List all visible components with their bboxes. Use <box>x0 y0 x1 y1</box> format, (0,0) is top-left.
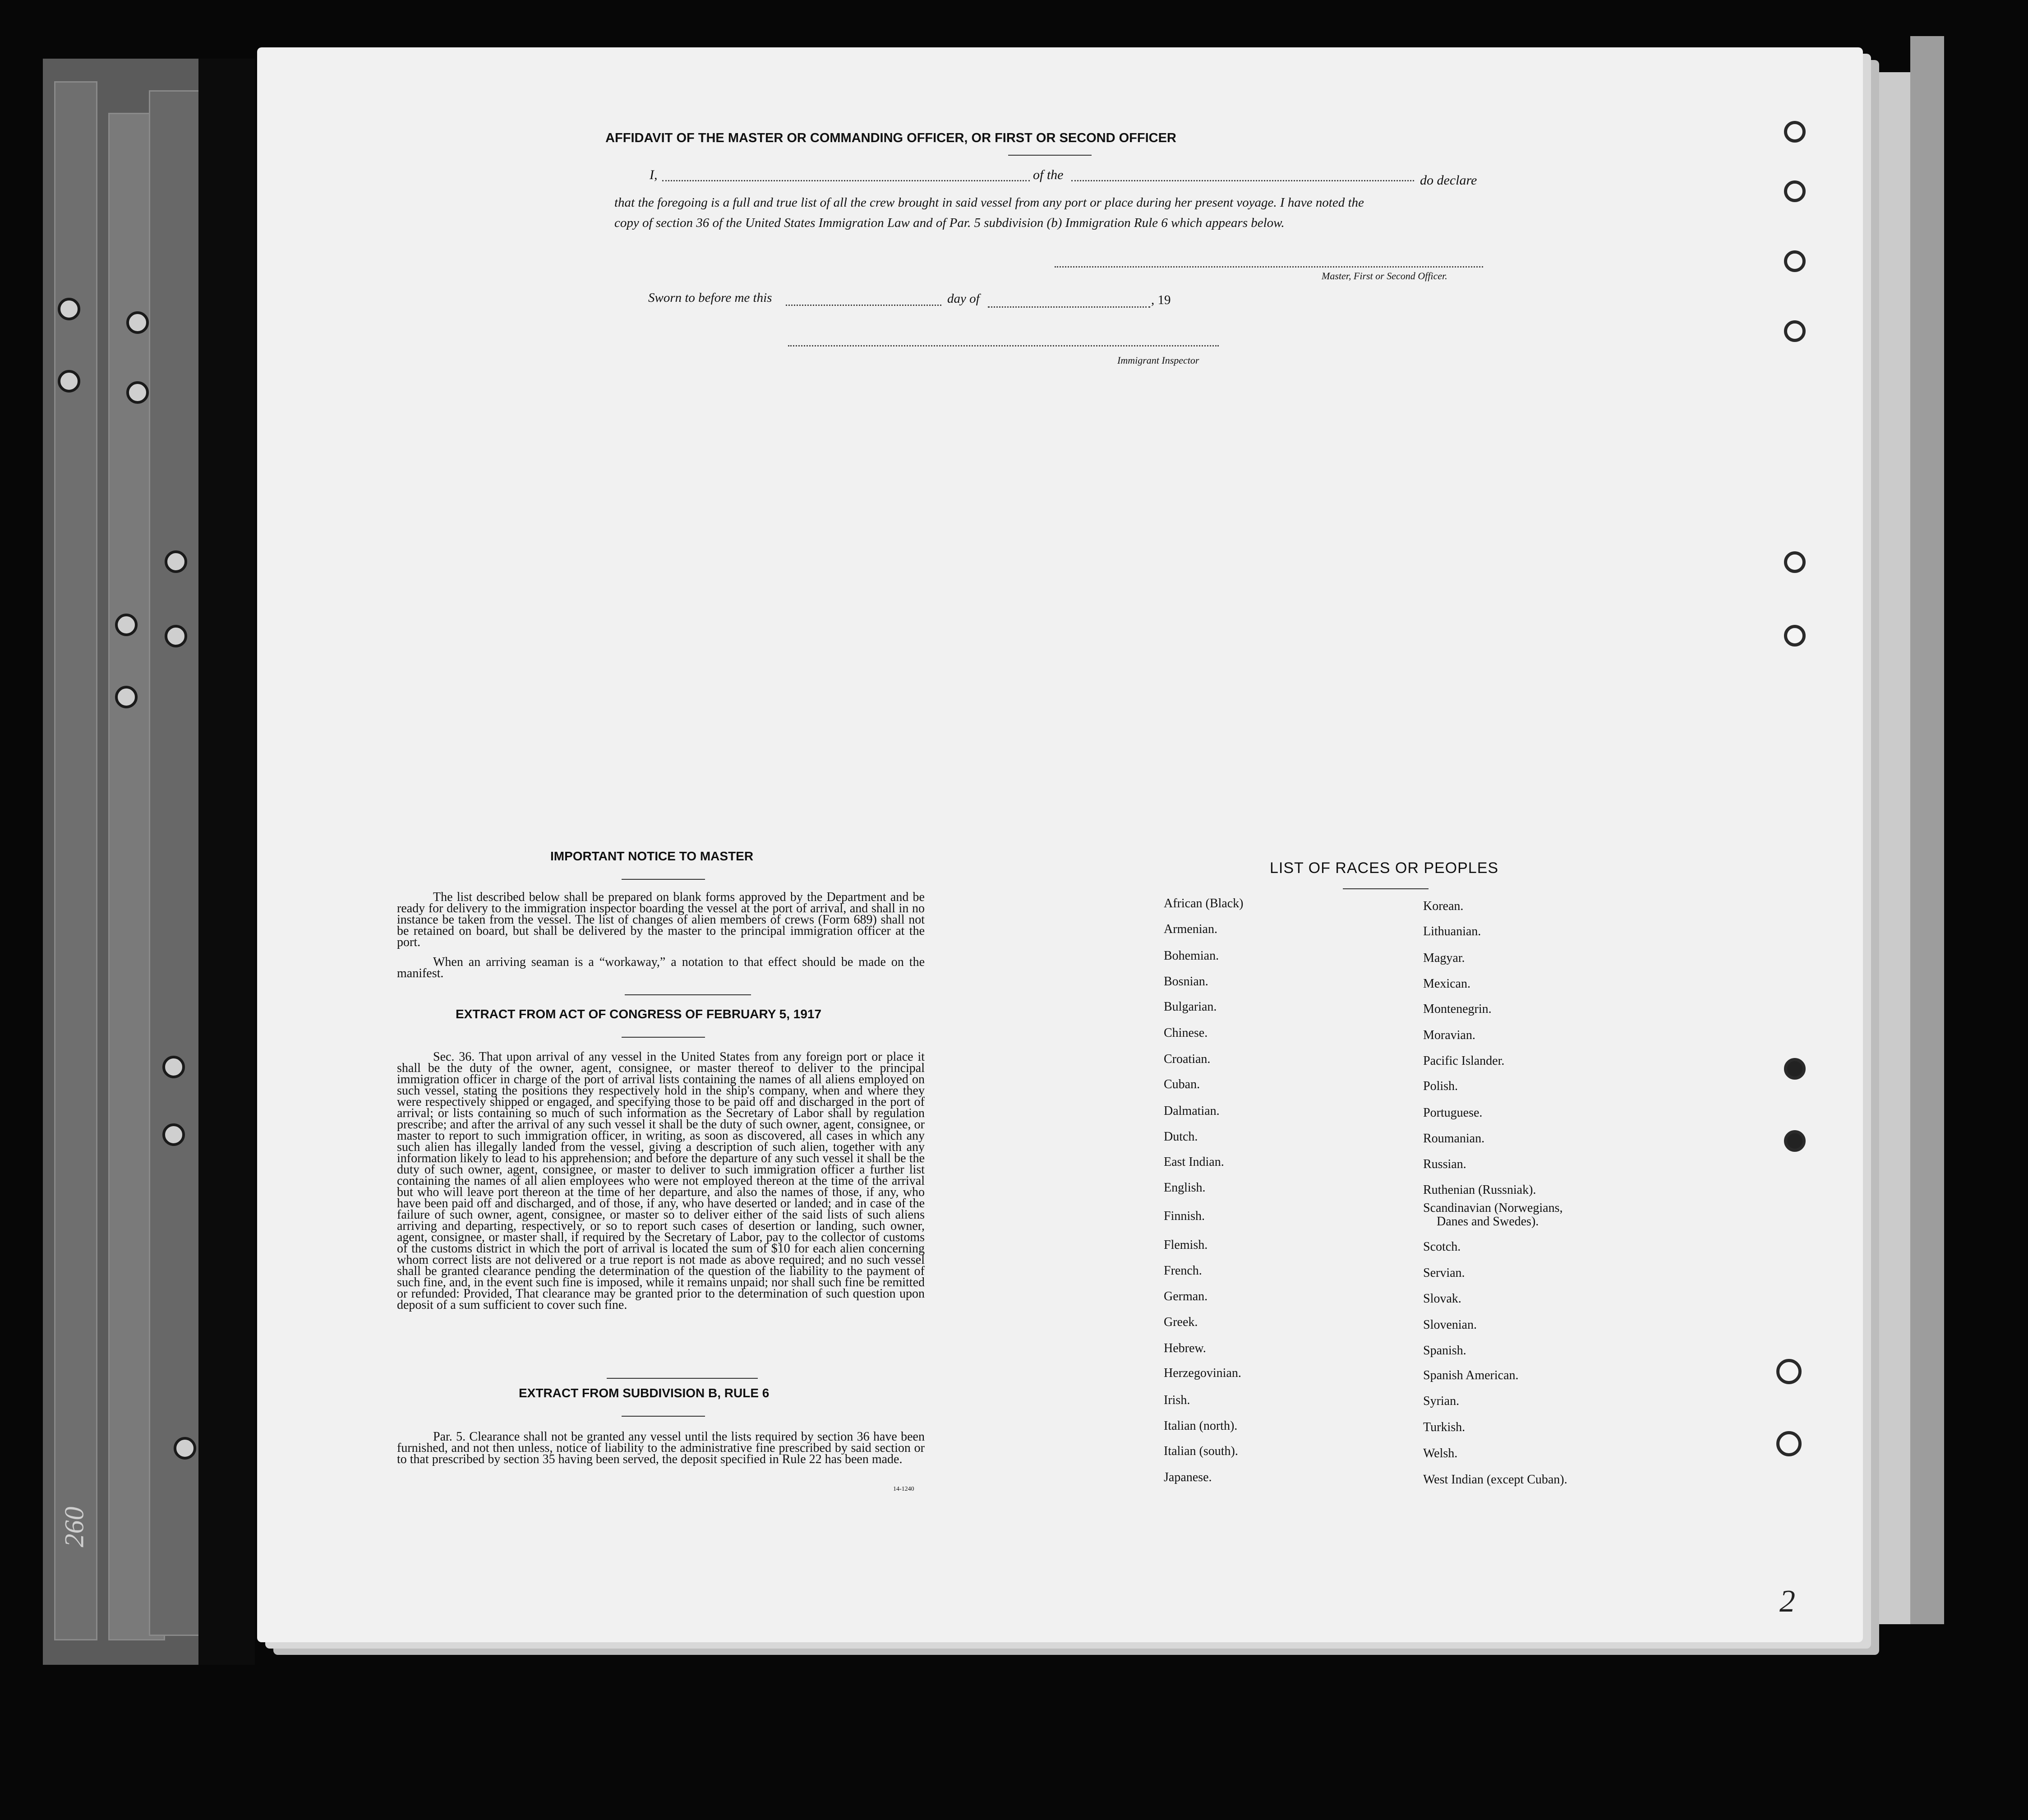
sworn-day-field[interactable] <box>786 305 941 306</box>
rule-extract-text: Par. 5. Clearance shall not be granted any vessel until the lists required by section 36 have been furnished, and not then unless, notice of liability to the administrative fine prescribed by said section or to that prescribed by section 35 having been served, the deposit specified in Rule 22 has been made. <box>397 1430 925 1466</box>
binding-hole <box>162 1123 185 1146</box>
race-item: Chinese. <box>1164 1026 1208 1040</box>
sworn-prefix: Sworn to before me this <box>648 291 772 305</box>
inspector-caption: Immigrant Inspector <box>1117 355 1199 366</box>
rule-extract-title-rule <box>622 1416 705 1417</box>
races-title: LIST OF RACES OR PEOPLES <box>1270 859 1499 877</box>
race-item: Bosnian. <box>1164 975 1208 989</box>
act-extract-text: Sec. 36. That upon arrival of any vessel in the United States from any foreign port or place it shall be the duty of the owner, agent, consignee, or master thereof to deliver to the principal immigration officer in charge of the port of arrival lists containing the names of all aliens employed on such vessel, stating the positions they respectively hold in the ship's company, when and where they were respectively shipped or engaged, and specifying those to be paid off and discharged in the port of arrival; or lists containing so much of such information as the Secretary of Labor shall by regulation prescribe; and after the arrival of any such vessel it shall be the duty of such owner, agent, consignee, or master to report to such immigration officer, in writing, as soon as discovered, all cases in which any such alien has illegally landed from the vessel, giving a description of such alien, together with any information likely to lead to his apprehension; and before the departure of any such vessel it shall be the duty of such owner, agent, consignee, or master to deliver to such immigration officer a further list containing the names of all alien employees who were not employed thereon at the time of the arrival but who will leave port thereon at the time of her departure, and also the names of those, if any, who have been paid off and discharged, and of those, if any, who have deserted or landed; and in case of the failure of such owner, agent, consignee, or master so to deliver either of the said lists of such aliens arriving and departing, respectively, or so to report such cases of desertion or landing, such owner, agent, consignee, or master shall, if required by the Secretary of Labor, pay to the collector of customs of the customs district in which the port of arrival is located the sum of $10 for each alien concerning whom correct lists are not delivered or a true report is not made as above required; and no such vessel shall be granted clearance pending the determination of the question of the liability to the payment of such fine, and, in the event such fine is imposed, while it remains unpaid; nor shall such fine be remitted or refunded: Provided, That clearance may be granted prior to the determination of such question upon deposit of a sum sufficient to cover such fine. <box>397 1050 925 1312</box>
inspector-signature-line[interactable] <box>788 345 1219 346</box>
section-divider <box>607 1378 758 1379</box>
race-item: Dutch. <box>1164 1130 1198 1144</box>
right-edge-handwritten-number: 2 <box>1779 1584 1795 1619</box>
form-number: 14-1240 <box>893 1486 914 1492</box>
binding-hole <box>115 686 138 708</box>
manifest-page <box>257 47 1863 1642</box>
left-binding-sheet-3 <box>149 90 201 1636</box>
race-item: Pacific Islander. <box>1423 1054 1505 1068</box>
race-item: Scandinavian (Norwegians, <box>1423 1201 1563 1215</box>
race-item: Turkish. <box>1423 1420 1466 1434</box>
notice-paragraph-1: The list described below shall be prepared on blank forms approved by the Department and be ready for delivery to the immigration inspector boarding the vessel at the port of arrival, and shall in no instance be taken from the vessel. The list of changes of alien members of crews (Form 689) shall not be retained on board, but shall be delivered by the master to the principal immigration officer at the port. <box>397 890 925 949</box>
notice-title-rule <box>622 879 705 880</box>
binding-hole <box>58 370 80 393</box>
ring-hole <box>1784 250 1806 272</box>
affidavit-line1-suffix: do declare <box>1420 173 1477 188</box>
race-item: Hebrew. <box>1164 1341 1206 1355</box>
act-extract-title: EXTRACT FROM ACT OF CONGRESS OF FEBRUARY 5, 1917 <box>456 1007 822 1021</box>
race-item: Russian. <box>1423 1157 1466 1171</box>
race-item: Italian (south). <box>1164 1444 1238 1458</box>
race-item: Spanish American. <box>1423 1368 1519 1382</box>
race-item: English. <box>1164 1181 1206 1195</box>
ring-hole <box>1784 551 1806 573</box>
notice-paragraph-2: When an arriving seaman is a “workaway,” a notation to that effect should be made on the manifest. <box>397 955 925 980</box>
race-item: Irish. <box>1164 1393 1190 1407</box>
race-item: German. <box>1164 1289 1208 1303</box>
stacked-page-edge <box>1910 36 1944 1624</box>
race-item: West Indian (except Cuban). <box>1423 1473 1567 1487</box>
race-item: Scotch. <box>1423 1240 1461 1254</box>
ring-hole <box>1784 1130 1806 1152</box>
binding-hole <box>162 1056 185 1078</box>
race-item: Italian (north). <box>1164 1419 1238 1433</box>
race-item: Herzegovinian. <box>1164 1366 1241 1380</box>
affidavit-line3: copy of section 36 of the United States Immigration Law and of Par. 5 subdivision (b) Immigration Rule 6 which appears below. <box>614 216 1285 230</box>
stacked-page-edge <box>1872 72 1910 1624</box>
binding-hole <box>165 625 187 647</box>
race-item: Syrian. <box>1423 1394 1460 1408</box>
race-item: Danes and Swedes). <box>1437 1215 1539 1229</box>
race-item: Roumanian. <box>1423 1132 1485 1146</box>
sworn-month-field[interactable] <box>988 306 1150 308</box>
race-item: Montenegrin. <box>1423 1002 1492 1016</box>
ring-hole <box>1776 1359 1802 1384</box>
section-divider <box>625 994 751 995</box>
race-item: Japanese. <box>1164 1470 1212 1484</box>
race-item: Slovak. <box>1423 1292 1461 1306</box>
ring-hole <box>1784 180 1806 202</box>
vessel-name-field[interactable] <box>1071 180 1414 181</box>
affidavit-line2: that the foregoing is a full and true list of all the crew brought in said vessel from any port or place during her present voyage. I have noted the <box>614 195 1364 210</box>
officer-signature-caption: Master, First or Second Officer. <box>1322 270 1447 282</box>
rule-extract-title: EXTRACT FROM SUBDIVISION B, RULE 6 <box>519 1386 770 1400</box>
sworn-mid: day of <box>947 291 980 306</box>
race-item: Ruthenian (Russniak). <box>1423 1183 1536 1197</box>
race-item: East Indian. <box>1164 1155 1224 1169</box>
act-extract-title-rule <box>622 1037 705 1038</box>
race-item: Croatian. <box>1164 1052 1211 1066</box>
left-strip-handwritten-number: 260 <box>59 1506 89 1547</box>
binding-hole <box>174 1437 196 1460</box>
race-item: Greek. <box>1164 1315 1198 1329</box>
affidavit-line1-prefix: I, <box>650 167 658 182</box>
race-item: Korean. <box>1423 899 1464 913</box>
binding-hole <box>126 311 149 334</box>
race-item: Bulgarian. <box>1164 1000 1217 1014</box>
left-binding-strip-gap <box>198 59 255 1665</box>
affidavit-title: AFFIDAVIT OF THE MASTER OR COMMANDING OFFICER, OR FIRST OR SECOND OFFICER <box>605 131 1176 145</box>
affidavit-line1-mid: of the <box>1033 167 1064 182</box>
binding-hole <box>126 381 149 404</box>
race-item: Lithuanian. <box>1423 924 1481 938</box>
race-item: Armenian. <box>1164 922 1217 936</box>
notice-title: IMPORTANT NOTICE TO MASTER <box>550 849 754 863</box>
race-item: Flemish. <box>1164 1238 1208 1252</box>
binding-hole <box>115 614 138 636</box>
race-item: Welsh. <box>1423 1446 1458 1460</box>
race-item: Polish. <box>1423 1079 1458 1093</box>
race-item: African (Black) <box>1164 896 1244 910</box>
race-item: Moravian. <box>1423 1028 1475 1042</box>
race-item: Mexican. <box>1423 977 1470 991</box>
race-item: French. <box>1164 1264 1202 1278</box>
ring-hole <box>1784 625 1806 647</box>
affidavit-title-rule <box>1008 155 1092 156</box>
race-item: Bohemian. <box>1164 949 1219 963</box>
race-item: Cuban. <box>1164 1077 1200 1091</box>
races-title-rule <box>1343 888 1429 889</box>
ring-hole <box>1776 1431 1802 1456</box>
race-item: Magyar. <box>1423 951 1465 965</box>
race-item: Portuguese. <box>1423 1106 1483 1120</box>
race-item: Slovenian. <box>1423 1318 1477 1332</box>
race-item: Finnish. <box>1164 1209 1205 1223</box>
ring-hole <box>1784 320 1806 342</box>
ring-hole <box>1784 121 1806 143</box>
race-item: Dalmatian. <box>1164 1104 1220 1118</box>
officer-signature-line[interactable] <box>1055 266 1483 268</box>
race-item: Spanish. <box>1423 1344 1466 1358</box>
binding-hole <box>165 550 187 573</box>
race-item: Servian. <box>1423 1266 1465 1280</box>
sworn-year-prefix: , 19 <box>1151 293 1171 307</box>
ring-hole <box>1784 1058 1806 1080</box>
binding-hole <box>58 298 80 320</box>
master-name-field[interactable] <box>662 180 1030 181</box>
